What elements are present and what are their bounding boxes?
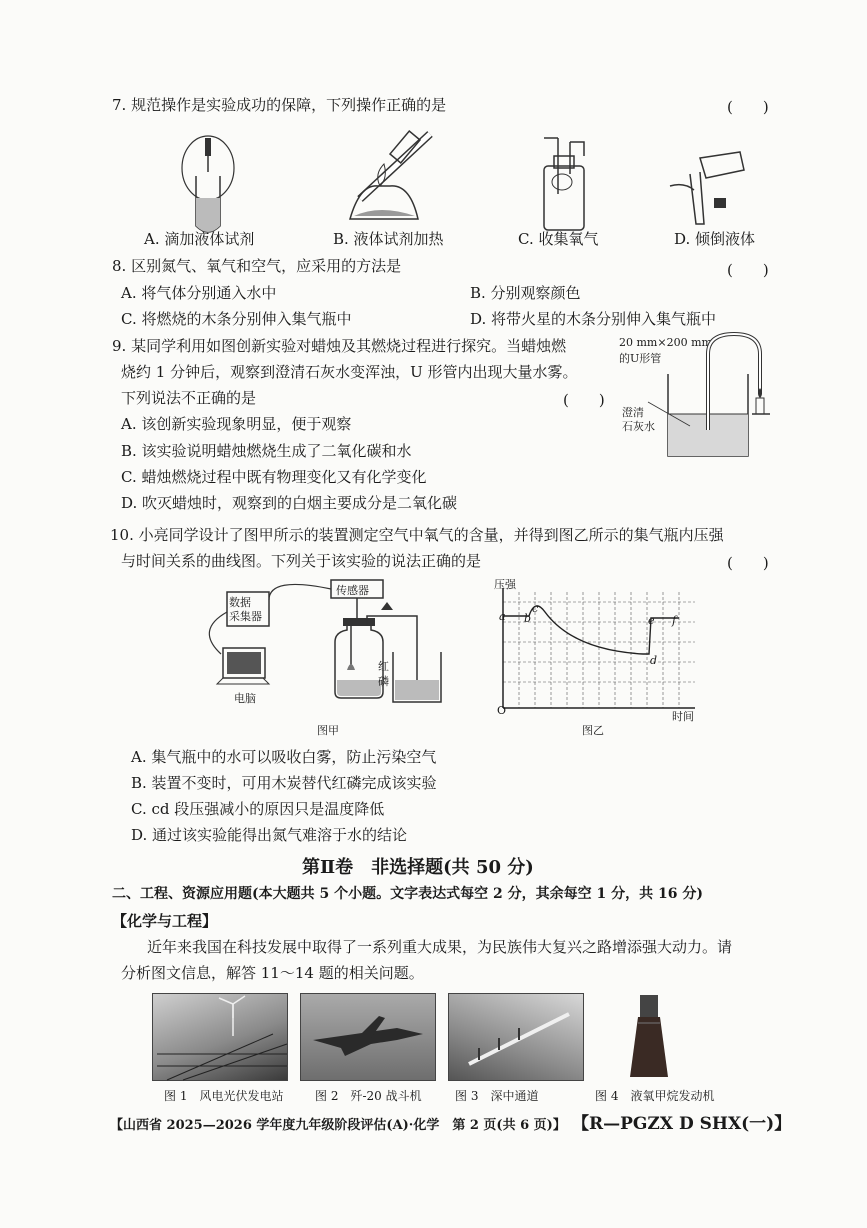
q9-option-d: D. 吹灭蜡烛时，观察到的白烟主要成分是二氧化碳 xyxy=(121,494,458,512)
q9-water-label-2: 石灰水 xyxy=(622,420,655,433)
q9-line2: 烧约 1 分钟后，观察到澄清石灰水变浑浊，U 形管内出现大量水雾。 xyxy=(121,363,578,381)
q7-stem: 7. 规范操作是实验成功的保障，下列操作正确的是 xyxy=(112,96,447,114)
collector-label-1: 数据 xyxy=(229,596,251,609)
q8-option-b: B. 分别观察颜色 xyxy=(470,284,581,302)
wind-solar-station-photo xyxy=(152,993,288,1081)
part2-intro-1: 近年来我国在科技发展中取得了一系列重大成果，为民族伟大复兴之路增添强大动力。请 xyxy=(147,938,733,956)
shenzhong-link-photo xyxy=(448,993,584,1081)
q10-option-a: A. 集气瓶中的水可以吸收白雾，防止污染空气 xyxy=(131,748,437,766)
q9-water-label-1: 澄清 xyxy=(622,406,644,419)
part2-title: 第Ⅱ卷 非选择题(共 50 分) xyxy=(302,857,534,878)
figure-b-caption: 图乙 xyxy=(582,724,604,737)
figure-3-caption: 图 3 深中通道 xyxy=(455,1089,539,1103)
figure-4-caption: 图 4 液氧甲烷发动机 xyxy=(595,1089,715,1103)
collector-label-2: 采集器 xyxy=(229,610,262,623)
q9-line3: 下列说法不正确的是 xyxy=(121,389,257,407)
gas-bottle-figure xyxy=(536,134,592,234)
q7-option-c: C. 收集氧气 xyxy=(518,230,599,248)
phosphorus-label-2: 磷 xyxy=(378,675,389,688)
q9-option-a: A. 该创新实验现象明显，便于观察 xyxy=(121,415,352,433)
j20-fighter-photo xyxy=(300,993,436,1081)
heating-liquid-figure xyxy=(340,124,450,234)
figure-2-caption: 图 2 歼-20 战斗机 xyxy=(315,1089,422,1103)
part2-section-heading: 二、工程、资源应用题(本大题共 5 个小题。文字表达式每空 2 分，其余每空 1 分，共 16 分) xyxy=(112,886,703,902)
figure-1-caption: 图 1 风电光伏发电站 xyxy=(164,1089,284,1103)
point-e: e xyxy=(648,614,655,627)
computer-label: 电脑 xyxy=(234,692,256,705)
q10-option-b: B. 装置不变时，可用木炭替代红磷完成该实验 xyxy=(131,774,437,792)
q10-paren: ( ) xyxy=(727,554,769,572)
q9-paren: ( ) xyxy=(563,391,605,409)
point-b: b xyxy=(524,612,532,625)
dropper-test-tube-figure xyxy=(180,128,240,240)
sensor-label: 传感器 xyxy=(336,584,369,597)
q8-option-d: D. 将带火星的木条分别伸入集气瓶中 xyxy=(470,310,717,328)
point-c: c xyxy=(532,602,539,615)
q9-line1: 9. 某同学利用如图创新实验对蜡烛及其燃烧过程进行探究。当蜡烛燃 xyxy=(112,337,567,355)
q7-option-a: A. 滴加液体试剂 xyxy=(144,230,255,248)
q8-option-a: A. 将气体分别通入水中 xyxy=(121,284,277,302)
q7-option-d: D. 倾倒液体 xyxy=(674,230,756,248)
point-f: f xyxy=(672,614,677,627)
point-d: d xyxy=(650,654,658,667)
footer-right: 【R—PGZX D SHX(一)】 xyxy=(572,1114,792,1134)
q9-option-c: C. 蜡烛燃烧过程中既有物理变化又有化学变化 xyxy=(121,468,427,486)
candle-u-tube-figure xyxy=(648,330,778,460)
q8-option-c: C. 将燃烧的木条分别伸入集气瓶中 xyxy=(121,310,352,328)
q10-line1: 10. 小亮同学设计了图甲所示的装置测定空气中氧气的含量，并得到图乙所示的集气瓶内压强 xyxy=(110,526,724,544)
q8-stem: 8. 区别氮气、氧气和空气，应采用的方法是 xyxy=(112,257,402,275)
part2-tag: 【化学与工程】 xyxy=(112,912,218,930)
q7-option-b: B. 液体试剂加热 xyxy=(333,230,444,248)
graph-y-label: 压强 xyxy=(494,578,516,591)
q9-option-b: B. 该实验说明蜡烛燃烧生成了二氧化碳和水 xyxy=(121,442,412,460)
footer-left: 【山西省 2025—2026 学年度九年级阶段评估(A)·化学 第 2 页(共 6 页)】 xyxy=(110,1118,566,1133)
graph-x-label: 时间 xyxy=(672,710,694,723)
q10-option-c: C. cd 段压强减小的原因只是温度降低 xyxy=(131,800,385,818)
q10-line2: 与时间关系的曲线图。下列关于该实验的说法正确的是 xyxy=(121,552,482,570)
point-a: a xyxy=(499,610,506,623)
pouring-liquid-figure xyxy=(670,148,748,228)
part2-intro-2: 分析图文信息，解答 11～14 题的相关问题。 xyxy=(121,964,424,982)
figure-a-caption: 图甲 xyxy=(317,724,339,737)
graph-origin: O xyxy=(497,704,507,717)
q10-option-d: D. 通过该实验能得出氮气难溶于水的结论 xyxy=(131,826,408,844)
q9-tube-label: 的U形管 xyxy=(619,352,662,365)
q9-tube-size-label: 20 mm×200 mm xyxy=(619,336,712,349)
q7-paren: ( ) xyxy=(727,98,769,116)
phosphorus-label-1: 红 xyxy=(378,660,389,673)
q8-paren: ( ) xyxy=(727,261,769,279)
methane-engine-photo xyxy=(624,993,674,1079)
